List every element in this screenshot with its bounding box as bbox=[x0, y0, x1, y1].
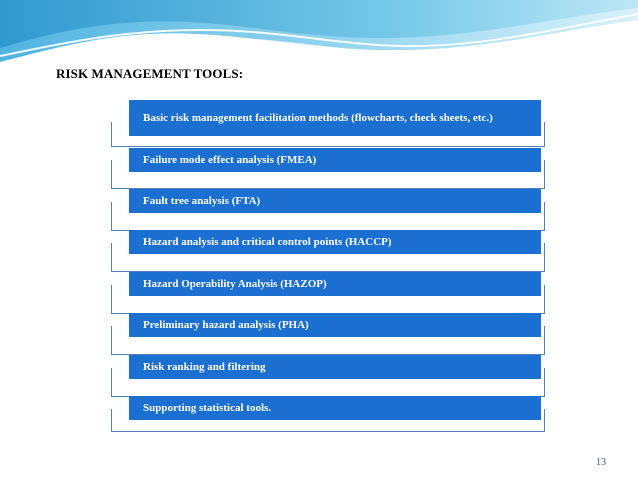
tool-box bbox=[129, 272, 541, 296]
tool-box bbox=[129, 230, 541, 254]
tool-box bbox=[129, 396, 541, 420]
tool-box bbox=[129, 148, 541, 172]
tool-box bbox=[129, 100, 541, 136]
tool-label: Preliminary hazard analysis (PHA) bbox=[143, 318, 309, 331]
tool-label: Hazard Operability Analysis (HAZOP) bbox=[143, 277, 327, 290]
tool-box bbox=[129, 355, 541, 379]
tool-label: Fault tree analysis (FTA) bbox=[143, 194, 261, 207]
tool-label: Failure mode effect analysis (FMEA) bbox=[143, 153, 317, 166]
tool-label: Risk ranking and filtering bbox=[143, 360, 266, 373]
tool-box bbox=[129, 189, 541, 213]
tool-box bbox=[129, 313, 541, 337]
page-title: RISK MANAGEMENT TOOLS: bbox=[56, 66, 244, 81]
tool-label: Supporting statistical tools. bbox=[143, 401, 272, 414]
tool-label: Basic risk management facilitation methods (flowcharts, check sheets, etc.) bbox=[143, 111, 493, 124]
tool-label: Hazard analysis and critical control points (HACCP) bbox=[143, 235, 392, 248]
page-number: 13 bbox=[596, 457, 606, 468]
